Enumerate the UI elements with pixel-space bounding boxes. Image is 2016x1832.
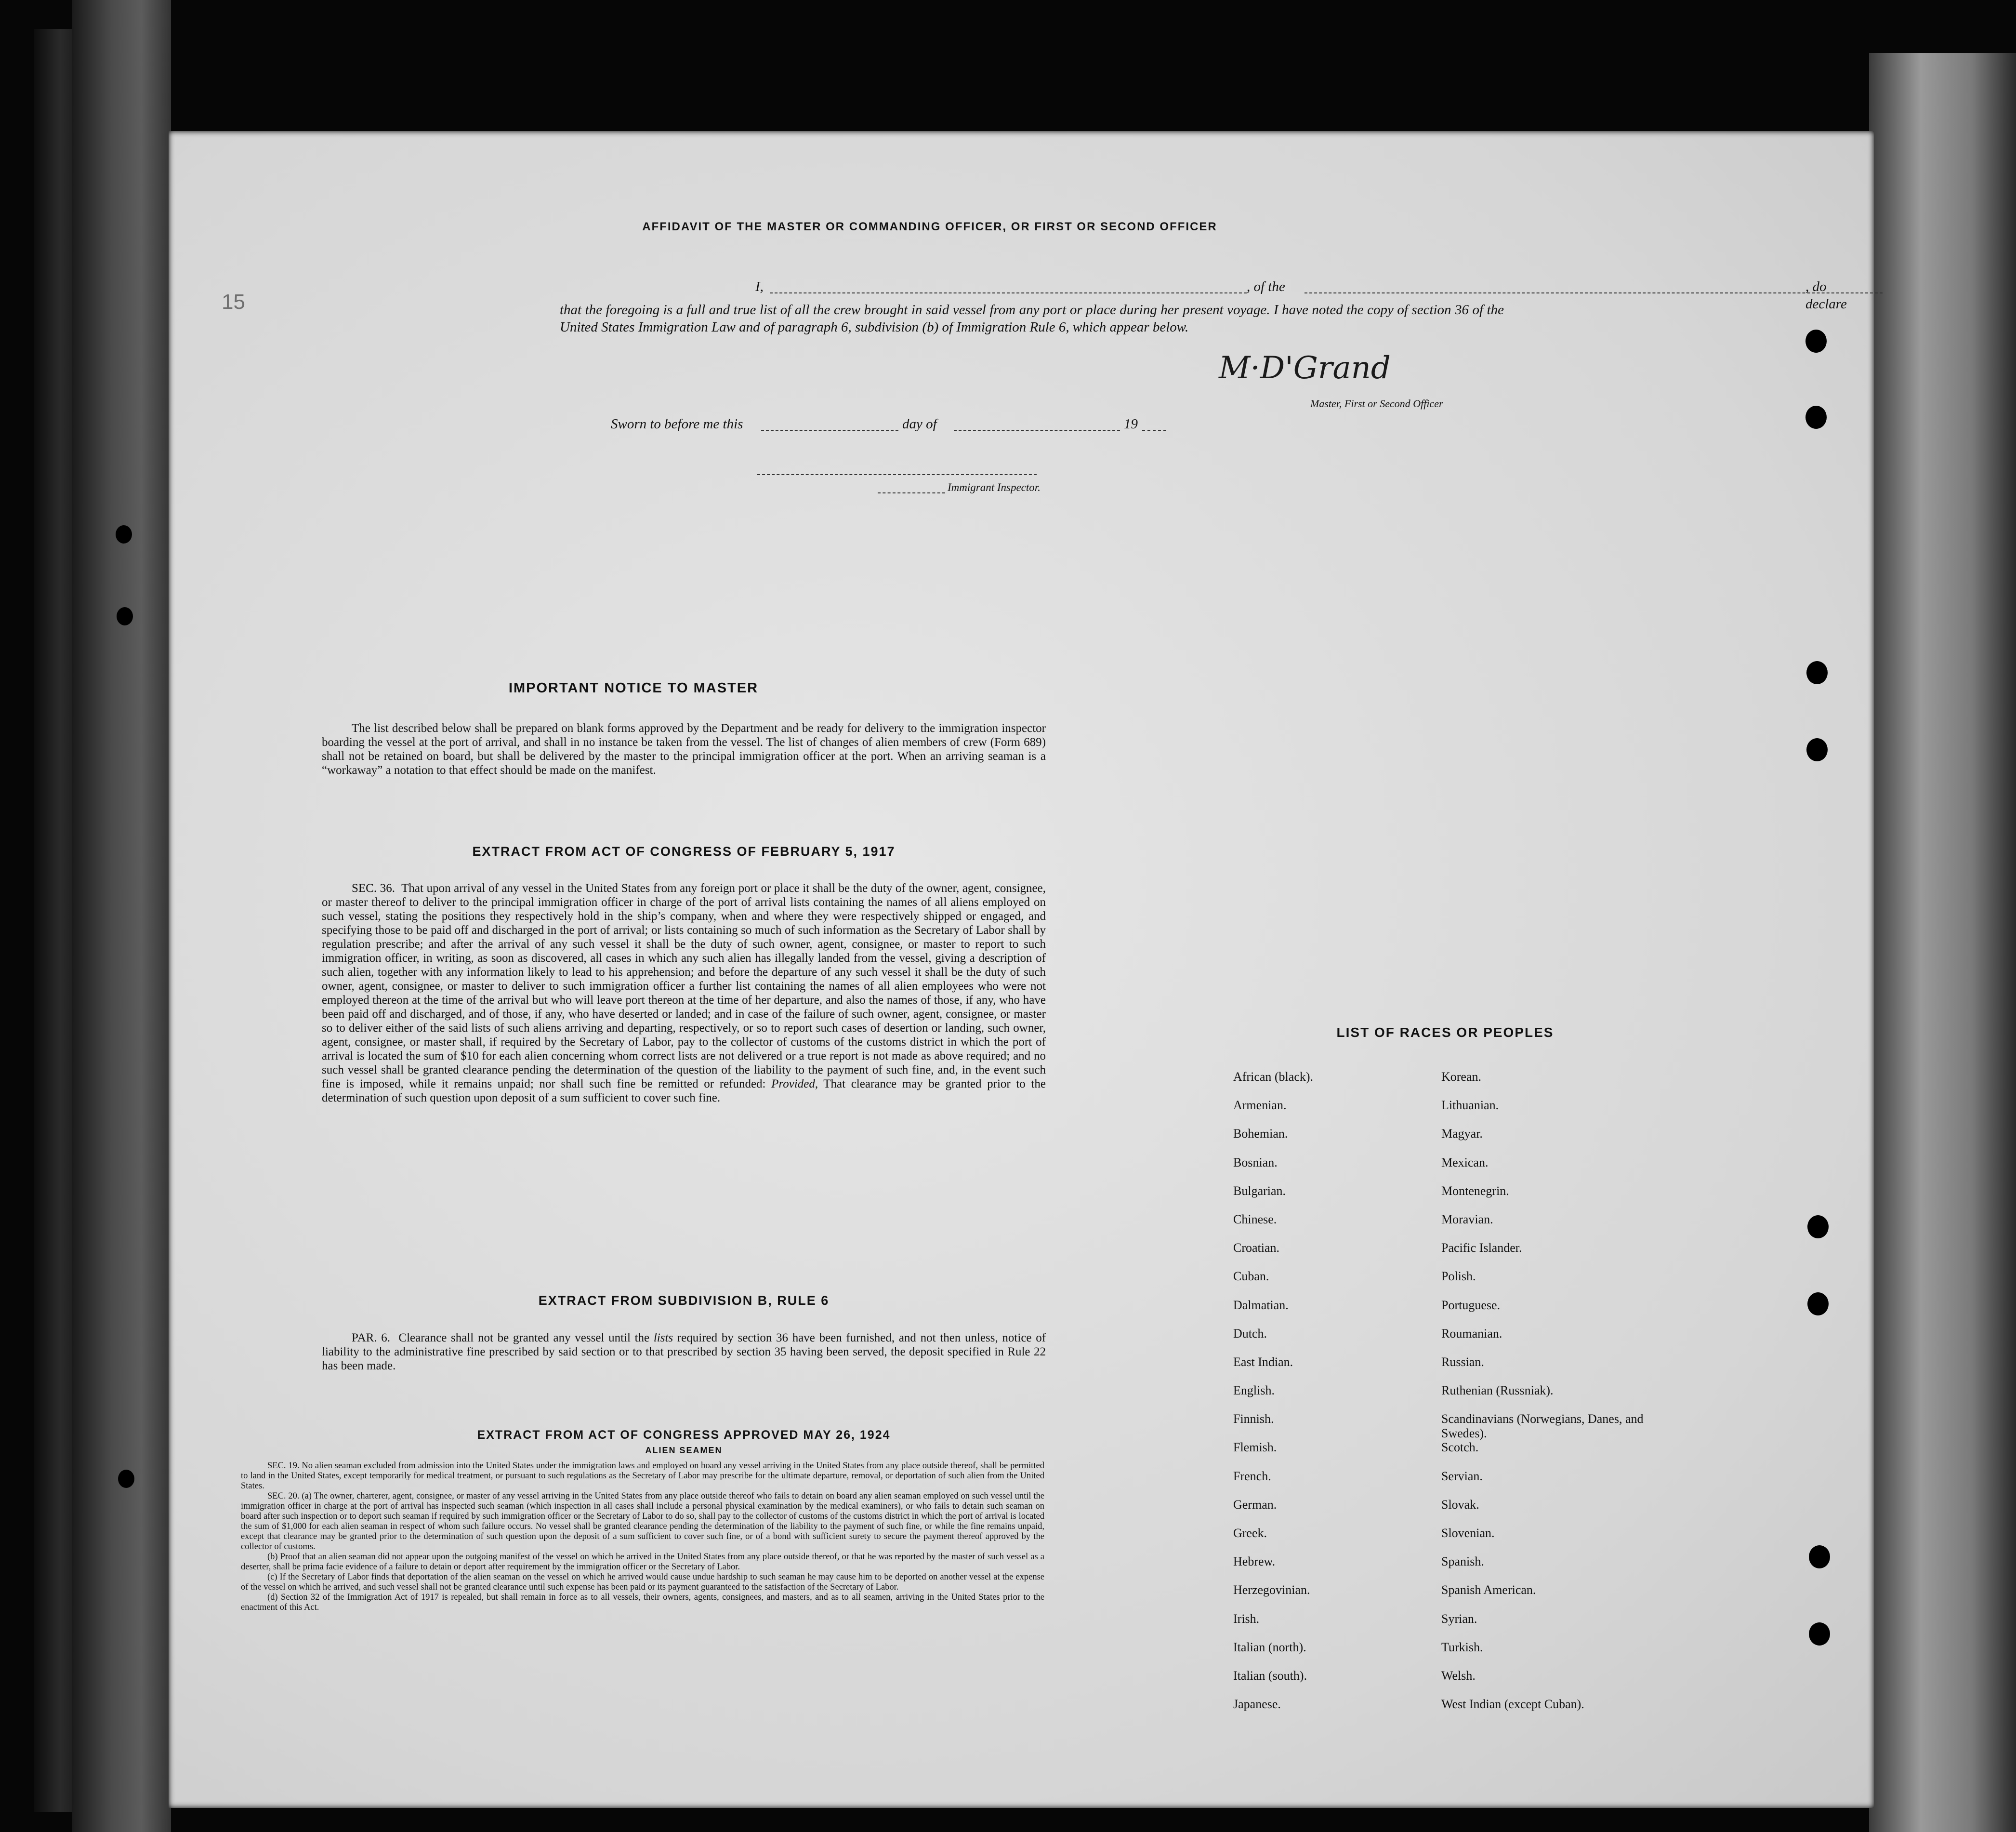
- affidavit-title: AFFIDAVIT OF THE MASTER OR COMMANDING OFFICER, OR FIRST OR SECOND OFFICER: [642, 220, 1217, 233]
- race-item: Russian.: [1441, 1354, 1484, 1369]
- adjacent-page-edge-left: [72, 0, 171, 1832]
- race-item: Servian.: [1441, 1469, 1483, 1483]
- race-item: Dalmatian.: [1233, 1298, 1289, 1312]
- race-item: Portuguese.: [1441, 1298, 1501, 1312]
- race-item: African (black).: [1233, 1070, 1314, 1084]
- inspector-dash: [878, 482, 945, 493]
- rule6-par: PAR. 6.: [352, 1331, 391, 1344]
- race-item: English.: [1233, 1383, 1275, 1398]
- act-1917-sec: SEC. 36.: [352, 882, 395, 895]
- race-item: Welsh.: [1441, 1668, 1476, 1683]
- punch-hole: [1807, 1215, 1829, 1238]
- race-item: Slovak.: [1441, 1497, 1479, 1512]
- act-1924-sec19: SEC. 19. No alien seaman excluded from admission into the United States under the immigration laws and employed on board any vessel arriving in the United States from any place outside thereof, shall be permitted to land in the United States, except temporarily for medical treatment, or pursuant to such regulations as the Secretary of Labor may prescribe for the ultimate departure, removal, or deportation of such alien from the United States.: [241, 1461, 1044, 1491]
- act-1917-title: EXTRACT FROM ACT OF CONGRESS OF FEBRUARY 5, 1917: [472, 844, 896, 859]
- race-item: Syrian.: [1441, 1611, 1477, 1626]
- act-1924-title: EXTRACT FROM ACT OF CONGRESS APPROVED MAY 26, 1924: [477, 1428, 891, 1442]
- race-item: Moravian.: [1441, 1212, 1493, 1226]
- act-1917-text: That upon arrival of any vessel in the United States from any foreign port or place it shall be the duty of the owner, agent, consignee, or master thereof to deliver to the principal immigration officer in charge of the port of arrival lists containing the names of all aliens employed on such vessel, stating the positions they respectively hold in the ship’s company, when and where they were respectively shipped or engaged, and specifying those to be paid off and discharged in the port of arrival; or lists containing so much of such information as the Secretary of Labor shall by regulation prescribe; and after the arrival of any such vessel it shall be the duty of such owner, agent, consignee, or master to report to such immigration officer, in writing, as soon as discovered, all cases in which any such alien has illegally landed from the vessel, giving a description of such alien, together with any information likely to lead to his apprehension; and before the departure of any such vessel it shall be the duty of such owner, agent, consignee, or master to deliver to such immigration officer a further list containing the names of all alien employees who were not employed thereon at the time of the arrival but who will leave port thereon at the time of her departure, and also the names of those, if any, who have been paid off and discharged, and of those, if any, who have deserted or landed; and in case of the failure of such owner, agent, consignee, or master so to deliver either of the said lists of such aliens arriving and departing, respectively, or so to report such cases of desertion or landing, such owner, agent, consignee, or master shall, if required by the Secretary of Labor, pay to the collector of customs of the customs district in which the port of arrival is located the sum of $10 for each alien concerning whom correct lists are not delivered or a true report is not made as above required; and no such vessel shall be granted clearance pending the determination of the question of the liability to the payment of such fine, and, in the event such fine is imposed, while it remains unpaid; nor shall such fine be remitted or refunded:: [322, 882, 1046, 1090]
- race-item: Cuban.: [1233, 1269, 1269, 1284]
- signature-caption: Master, First or Second Officer: [1310, 398, 1443, 410]
- act-1924-sec20b: (b) Proof that an alien seaman did not appear upon the outgoing manifest of the vessel on which he arrived in the United States from any place outside thereof, or that he was reported by the master of such vessel as a deserter, shall be prima facie evidence of a failure to detain or deport after requirement by the immigration officer or the Secretary of Labor.: [241, 1552, 1044, 1572]
- name-blank: [770, 282, 1247, 293]
- inspector-label: Immigrant Inspector.: [948, 481, 1041, 493]
- adjacent-page-edge-right: [1869, 53, 2016, 1832]
- race-item: Bohemian.: [1233, 1127, 1288, 1141]
- affidavit-body: that the foregoing is a full and true list of all the crew brought in said vessel from any port or place during her present voyage. I have noted the copy of section 36 of the United States Immigration Law and of paragraph 6, subdivision (b) of Immigration Rule 6, which appear below.: [560, 302, 1504, 335]
- year-label: 19: [1124, 416, 1138, 432]
- punch-hole: [1805, 330, 1827, 353]
- inspector-signature-blank: [757, 464, 1037, 475]
- race-item: Slovenian.: [1441, 1526, 1495, 1540]
- race-item: Scandinavians (Norwegians, Danes, and Swedes).: [1441, 1412, 1644, 1441]
- races-title: LIST OF RACES OR PEOPLES: [1336, 1025, 1554, 1040]
- race-item: Greek.: [1233, 1526, 1267, 1540]
- race-item: Mexican.: [1441, 1155, 1489, 1169]
- race-item: West Indian (except Cuban).: [1441, 1697, 1584, 1712]
- race-item: East Indian.: [1233, 1354, 1293, 1369]
- act-1917-provided: Provided,: [771, 1077, 818, 1090]
- race-item: Herzegovinian.: [1233, 1583, 1310, 1597]
- races-left-column: [1233, 1070, 1426, 1726]
- master-signature: M·D'Grand: [1219, 350, 1391, 386]
- manifest-page: [169, 131, 1874, 1808]
- race-item: Turkish.: [1441, 1640, 1483, 1654]
- race-item: German.: [1233, 1497, 1277, 1512]
- day-of-label: day of: [902, 416, 937, 432]
- race-item: Polish.: [1441, 1269, 1476, 1284]
- of-the-label: , of the: [1247, 279, 1285, 294]
- punch-hole: [118, 1470, 134, 1488]
- punch-hole: [1809, 1622, 1830, 1646]
- sworn-label: Sworn to before me this: [611, 416, 743, 432]
- race-item: French.: [1233, 1469, 1271, 1483]
- rule6-text-b: required by section 36 have been furnished, and not then unless, notice of liability to the administrative fine prescribed by said section or to that prescribed by section 35 having been served, the deposit specified in Rule 22 has been made.: [322, 1331, 1046, 1372]
- rule6-title: EXTRACT FROM SUBDIVISION B, RULE 6: [538, 1293, 830, 1308]
- month-blank: [954, 419, 1120, 431]
- race-item: Bulgarian.: [1233, 1183, 1286, 1198]
- race-item: Magyar.: [1441, 1127, 1483, 1141]
- race-item: Irish.: [1233, 1611, 1260, 1626]
- race-item: Croatian.: [1233, 1241, 1280, 1255]
- race-item: Dutch.: [1233, 1326, 1267, 1341]
- race-item: Pacific Islander.: [1441, 1241, 1522, 1255]
- race-item: Ruthenian (Russniak).: [1441, 1383, 1554, 1398]
- punch-hole: [1809, 1545, 1830, 1568]
- race-item: Spanish American.: [1441, 1583, 1536, 1597]
- punch-hole: [1806, 738, 1828, 761]
- race-item: Spanish.: [1441, 1554, 1484, 1569]
- act-1924-body: [241, 1461, 1044, 1613]
- race-item: Montenegrin.: [1441, 1183, 1509, 1198]
- race-item: Italian (north).: [1233, 1640, 1306, 1654]
- punch-hole: [116, 525, 132, 544]
- punch-hole: [117, 607, 133, 625]
- race-item: Italian (south).: [1233, 1668, 1307, 1683]
- act-1924-sec20d: (d) Section 32 of the Immigration Act of 1917 is repealed, but shall remain in force as to all vessels, their owners, agents, consignees, and masters, and as to all seamen, arriving in the United States prior to the enactment of this Act.: [241, 1593, 1044, 1612]
- race-item: Scotch.: [1441, 1440, 1479, 1455]
- notice-body: The list described below shall be prepared on blank forms approved by the Department and be ready for delivery to the immigration inspector boarding the vessel at the port of arrival, and shall in no instance be taken from the vessel. The list of changes of alien members of crew (Form 689) shall not be retained on board, but shall be delivered by the master to the principal immigration officer at the port. When an arriving seaman is a “workaway” a notation to that effect should be made on the manifest.: [322, 722, 1046, 777]
- day-blank: [761, 419, 898, 431]
- rule6-lists: lists: [653, 1331, 673, 1344]
- race-item: Armenian.: [1233, 1098, 1287, 1113]
- race-item: Japanese.: [1233, 1697, 1281, 1712]
- race-item: Lithuanian.: [1441, 1098, 1499, 1113]
- vessel-blank: [1304, 282, 1883, 293]
- punch-hole: [1807, 1292, 1829, 1315]
- page-number: 15: [222, 290, 245, 314]
- race-item: Flemish.: [1233, 1440, 1277, 1455]
- race-item: Bosnian.: [1233, 1155, 1278, 1169]
- punch-hole: [1805, 406, 1827, 429]
- race-item: Chinese.: [1233, 1212, 1277, 1226]
- declare-label: , do declare: [1805, 279, 1847, 312]
- races-right-column: [1441, 1070, 1644, 1726]
- rule6-text-a: Clearance shall not be granted any vessel until the: [398, 1331, 650, 1344]
- year-blank: [1142, 419, 1166, 431]
- race-item: Hebrew.: [1233, 1554, 1276, 1569]
- punch-hole: [1806, 661, 1828, 684]
- race-item: Roumanian.: [1441, 1326, 1502, 1341]
- race-item: Finnish.: [1233, 1412, 1274, 1426]
- race-item: Korean.: [1441, 1070, 1482, 1084]
- act-1924-subtitle: ALIEN SEAMEN: [645, 1446, 723, 1455]
- act-1924-sec20c: (c) If the Secretary of Labor finds that deportation of the alien seaman on the vessel on which he arrived would cause undue hardship to such seaman he may cause him to be deported on another vessel at the expense of the vessel on which he arrived, and such vessel shall not be granted clearance until such expense has been paid or its payment guaranteed to the satisfaction of the Secretary of Labor.: [241, 1572, 1044, 1592]
- affidavit-i-label: I,: [755, 279, 764, 294]
- act-1917-text-end: That clearance may be granted prior to the determination of such question upon deposit of a sum sufficient to cover such fine.: [322, 1077, 1046, 1104]
- notice-title: IMPORTANT NOTICE TO MASTER: [508, 680, 759, 696]
- act-1917-body: [322, 881, 1046, 1105]
- rule6-body: [322, 1331, 1046, 1373]
- act-1924-sec20a: SEC. 20. (a) The owner, charterer, agent, consignee, or master of any vessel arriving in the United States from any place outside thereof who fails to detain on board any alien seaman employed on such vessel until the immigration officer in charge at the port of arrival has inspected such seaman (which inspection in all cases shall include a personal physical examination by the medical examiners), or who fails to detain such seaman on board after such inspection or to deport such seaman if required by such immigration officer or the Secretary of Labor to do so, shall pay to the collector of customs of the customs district in which the port of arrival is located the sum of $1,000 for each alien seaman in respect of whom such failure occurs. No vessel shall be granted clearance pending the determination of the liability to the payment of such fine, or while the fine remains unpaid, except that clearance may be granted prior to the determination of such question upon the deposit of a sum sufficient to cover such fine, or of a bond with sufficient surety to secure the payment thereof approved by the collector of customs.: [241, 1491, 1044, 1552]
